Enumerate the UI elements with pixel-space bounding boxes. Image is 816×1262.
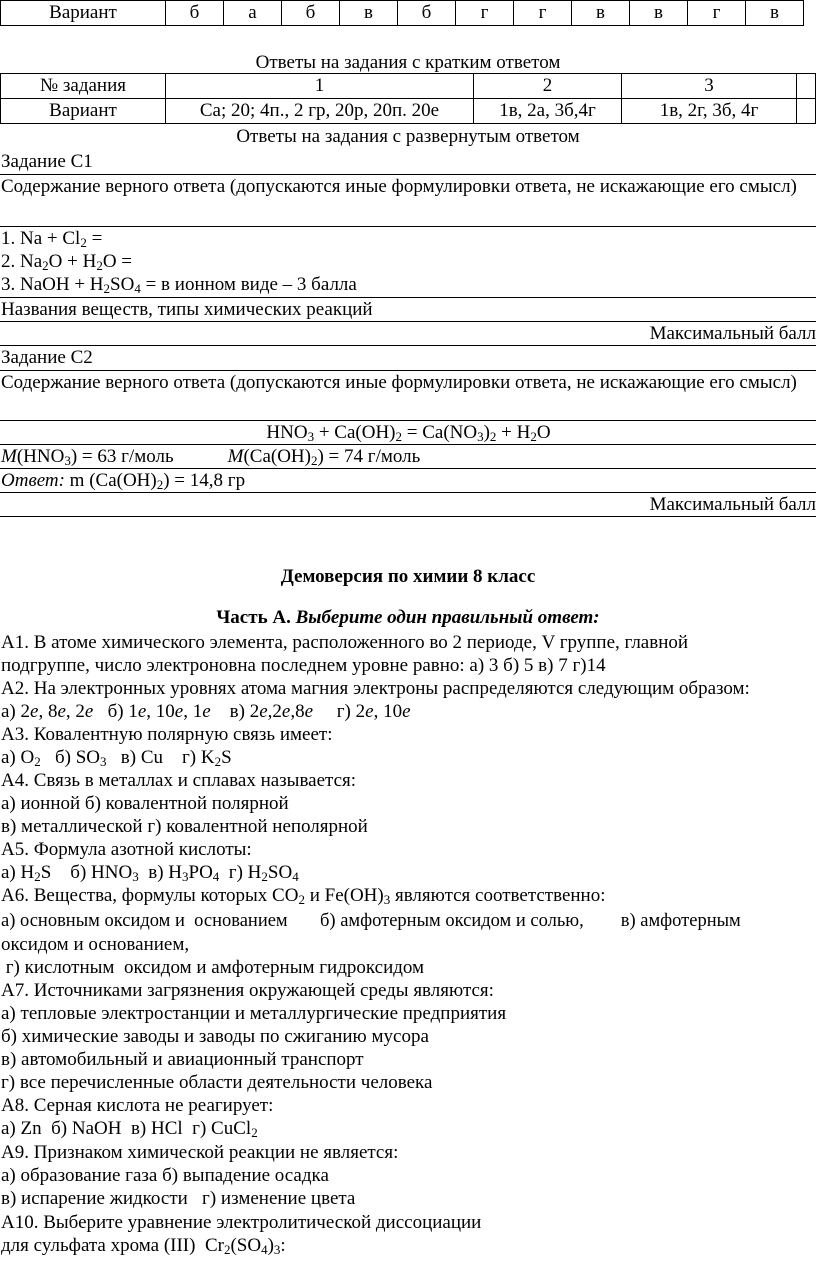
- question-a2: А2. На электронных уровнях атома магния электроны распределяются следующим образом:: [1, 678, 750, 699]
- top-answer-table: [0, 0, 804, 26]
- top-answer-cell: в: [572, 1, 630, 26]
- question-a4-options-2: в) металлической г) ковалентной неполярной: [1, 816, 368, 837]
- question-a9: А9. Признаком химической реакции не является:: [1, 1142, 399, 1163]
- short-answers-title: Ответы на задания с кратким ответом: [255, 52, 561, 73]
- question-a7-option-d: г) все перечисленные области деятельности человека: [1, 1072, 433, 1093]
- demo-title: Демоверсия по химии 8 класс: [280, 566, 536, 587]
- question-a8-options: а) Zn б) NaOH в) HCl г) CuCl$_2$: [1, 1118, 258, 1140]
- question-a4-options-1: а) ионной б) ковалентной полярной: [1, 793, 289, 814]
- top-answer-cell: б: [282, 1, 340, 26]
- question-a6-options-1: а) основным оксидом и основанием б) амфотерным оксидом и солью, в) амфотерным: [1, 911, 741, 931]
- task-number: 1: [166, 74, 474, 99]
- short-answer-value: 1в, 2а, 3б,4г: [474, 99, 622, 124]
- c2-content-header: Содержание верного ответа (допускаются иные формулировки ответа, не искажающие его смысл): [0, 370, 816, 420]
- question-a2-options: а) 2е, 8е, 2е б) 1е, 10е, 1е в) 2е,2е,8е г) 2е, 10е: [1, 701, 411, 722]
- task-number: 3: [622, 74, 797, 99]
- question-a5-options: а) $H_2S$ б) $HNO_3$ в) $H_3PO_4$ г) $H_2SO_4$: [1, 862, 299, 884]
- question-a3: А3. Ковалентную полярную связь имеет:: [1, 724, 333, 745]
- question-a6: А6. Вещества, формулы которых $CO_2$ и $Fe(OH)_3$ являются соответственно:: [1, 885, 606, 907]
- top-row-label: Вариант: [1, 1, 166, 26]
- c1-equation-3: 3. NaOH + $H_2SO_4 = в$ ионном виде – 3 балла: [1, 274, 357, 296]
- question-a9-options-1: а) образование газа б) выпадение осадка: [1, 1165, 329, 1186]
- question-a7: А7. Источниками загрязнения окружающей среды являются:: [1, 980, 494, 1001]
- question-a8: А8. Серная кислота не реагирует:: [1, 1095, 274, 1116]
- c1-equation-1: 1. $Na + Cl_2$ =: [1, 228, 103, 250]
- c1-equation-2: 2. $Na_2O + H_2O$ =: [1, 251, 133, 273]
- top-answer-cell: б: [398, 1, 456, 26]
- top-answer-row: [1, 1, 804, 26]
- question-a9-options-2: в) испарение жидкости г) изменение цвета: [1, 1188, 356, 1209]
- question-a6-options-3: г) кислотным оксидом и амфотерным гидроксидом: [1, 957, 425, 978]
- top-answer-cell: в: [746, 1, 804, 26]
- extended-answers-title: Ответы на задания с развернутым ответом: [236, 126, 580, 147]
- top-answer-cell: в: [630, 1, 688, 26]
- c2-answer: Ответ: m $(Ca(OH)_2) = 14,8$ гр: [0, 468, 816, 492]
- task-number: 2: [474, 74, 622, 99]
- question-a5: А5. Формула азотной кислоты:: [1, 839, 252, 860]
- question-a7-option-a: а) тепловые электростанции и металлургические предприятия: [1, 1003, 507, 1024]
- top-answer-cell: г: [456, 1, 514, 26]
- c1-names-row: Названия веществ, типы химических реакций: [0, 297, 816, 321]
- part-a-heading: Часть А. Выберите один правильный ответ:: [216, 607, 600, 628]
- variant-label: Вариант: [1, 99, 166, 124]
- c1-label: Задание С1: [1, 151, 93, 172]
- c2-label: Задание С2: [1, 347, 93, 368]
- question-a10: А10. Выберите уравнение электролитической диссоциации: [1, 1212, 482, 1233]
- c2-max-score: Максимальный балл: [0, 492, 816, 516]
- question-a3-options: а) $O_2$ б) $SO_3$ в) Cu г) $K_2S$: [1, 747, 232, 769]
- divider: [0, 516, 816, 517]
- question-a1-cont: подгруппе, число электроновна последнем уровне равно: а) 3 б) 5 в) 7 г)14: [1, 655, 606, 676]
- c1-content-header: Содержание верного ответа (допускаются иные формулировки ответа, не искажающие его смысл): [0, 174, 816, 226]
- short-answers-value-row: [1, 99, 816, 124]
- short-answers-table: [0, 73, 816, 124]
- top-answer-cell: г: [688, 1, 746, 26]
- question-a7-option-b: б) химические заводы и заводы по сжиганию мусора: [1, 1026, 429, 1047]
- question-a7-option-c: в) автомобильный и авиационный транспорт: [1, 1049, 364, 1070]
- top-answer-cell: г: [514, 1, 572, 26]
- short-answer-value: 1в, 2г, 3б, 4г: [622, 99, 797, 124]
- question-a10-cont: для сульфата хрома (III) $Cr_2(SO_4)_3$:: [1, 1235, 286, 1257]
- c1-equations: [0, 226, 816, 297]
- question-a1: А1. В атоме химического элемента, расположенного во 2 периоде, V группе, главной: [1, 632, 689, 653]
- table-cell-empty: [797, 99, 816, 124]
- c2-molar-masses: $M(HNO_3) = 63$ г/моль $M(Ca(OH)_2) = 74$ г/моль: [0, 444, 816, 468]
- table-cell-empty: [797, 74, 816, 99]
- short-answers-header-row: [1, 74, 816, 99]
- top-answer-cell: в: [340, 1, 398, 26]
- c1-max-score: Максимальный балл: [0, 321, 816, 345]
- question-a6-options-2: оксидом и основанием,: [1, 934, 190, 955]
- c2-reaction: $HNO_3 + Ca(OH)_2 = Ca(NO_3)_2 + H_2O$: [0, 420, 816, 444]
- task-number-label: № задания: [1, 74, 166, 99]
- short-answer-value: Са; 20; 4п., 2 гр, 20р, 20п. 20е: [166, 99, 474, 124]
- question-a4: А4. Связь в металлах и сплавах называется:: [1, 770, 357, 791]
- top-answer-cell: б: [166, 1, 224, 26]
- top-answer-cell: а: [224, 1, 282, 26]
